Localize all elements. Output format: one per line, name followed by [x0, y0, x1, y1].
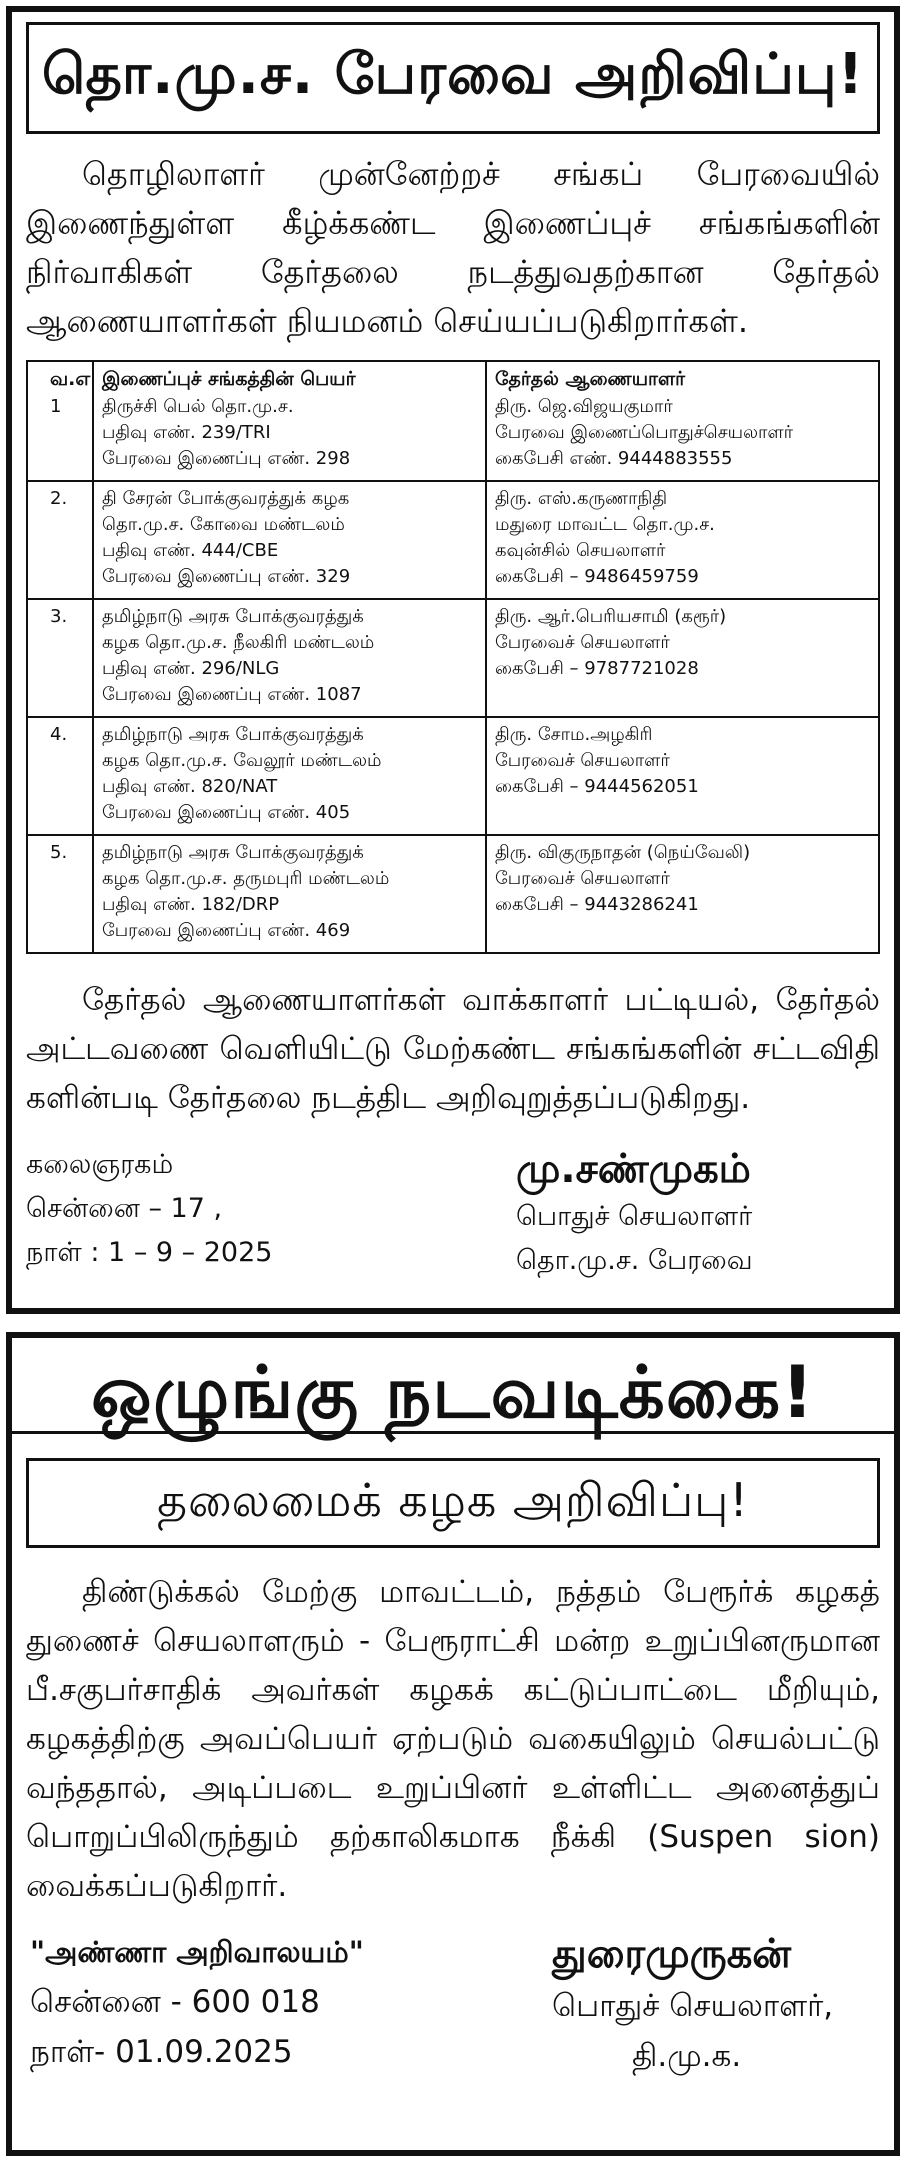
table-header-row — [27, 361, 879, 394]
commissioner-detail-line: பேரவைச் செயலாளர் — [495, 750, 670, 771]
commissioner-detail-line: திரு. விகுருநாதன் (நெய்வேலி) — [495, 842, 751, 863]
notice2-place-date — [30, 1927, 364, 2077]
union-detail-line: தமிழ்நாடு அரசு போக்குவரத்துக் — [102, 724, 364, 745]
commissioner-detail-line: பேரவைச் செயலாளர் — [495, 868, 670, 889]
signer-party: தி.மு.க. — [632, 2038, 742, 2074]
commissioner-detail-line: பேரவைச் செயலாளர் — [495, 632, 670, 653]
table-row — [27, 717, 879, 835]
union-detail-line: பேரவை இணைப்பு எண். 405 — [102, 802, 351, 823]
union-detail-line: பேரவை இணைப்பு எண். 329 — [102, 566, 351, 587]
row-serial: 1 — [27, 394, 93, 481]
union-cell — [93, 599, 486, 717]
commissioner-detail-line: கைபேசி – 9444562051 — [495, 776, 699, 797]
commissioner-detail-line: திரு. எஸ்.கருணாநிதி — [495, 488, 668, 509]
union-detail-line: பதிவு எண். 239/TRI — [102, 422, 271, 443]
row-serial: 5. — [27, 835, 93, 953]
notice1-intro: தொழிலாளர் முன்னேற்றச் சங்கப் பேரவையில் இணைந்துள்ள கீழ்க்கண்ட இணைப்புச் சங்கங்களின் நிர்வாகிகள் தேர்தலை நடத்துவதற்கான தேர்தல் ஆணையாளர்கள் நியமனம் செய்யப்படுகிறார்கள். — [26, 155, 880, 340]
notice1-signer — [516, 1143, 753, 1283]
row-serial: 3. — [27, 599, 93, 717]
union-detail-line: கழக தொ.மு.ச. வேலூர் மண்டலம் — [102, 750, 382, 771]
commissioner-detail-line: கைபேசி – 9486459759 — [495, 566, 699, 587]
notice2-title-band — [12, 1349, 894, 1434]
commissioner-detail-line: திரு. ஆர்.பெரியசாமி (கரூர்) — [495, 606, 727, 627]
union-cell — [93, 717, 486, 835]
union-detail-line: தமிழ்நாடு அரசு போக்குவரத்துக் — [102, 606, 364, 627]
place-city: சென்னை – 17 , — [26, 1193, 223, 1224]
place-city: சென்னை - 600 018 — [30, 1984, 320, 2020]
union-cell — [93, 481, 486, 599]
place-office: "அண்ணா அறிவாலயம்" — [30, 1935, 364, 1969]
union-cell — [93, 835, 486, 953]
union-detail-line: பதிவு எண். 296/NLG — [102, 658, 280, 679]
union-detail-line: தொ.மு.ச. கோவை மண்டலம் — [102, 514, 345, 535]
union-detail-line: கழக தொ.மு.ச. தருமபுரி மண்டலம் — [102, 868, 390, 889]
table-row — [27, 481, 879, 599]
notice2-subtitle-box — [26, 1458, 880, 1548]
union-detail-line: பேரவை இணைப்பு எண். 469 — [102, 920, 351, 941]
commissioner-cell — [486, 717, 879, 835]
election-commissioner-table — [26, 360, 880, 954]
commissioner-cell — [486, 835, 879, 953]
header-serial: வ.எ — [27, 361, 93, 394]
signer-designation: பொதுச் செயலாளர், — [552, 1988, 834, 2024]
table-row — [27, 599, 879, 717]
union-detail-line: திருச்சி பெல் தொ.மு.ச. — [102, 396, 294, 417]
notice2-signer — [552, 1927, 833, 2081]
signer-designation: பொதுச் செயலாளர் — [516, 1201, 753, 1232]
commissioner-cell — [486, 394, 879, 481]
union-detail-line: தமிழ்நாடு அரசு போக்குவரத்துக் — [102, 842, 364, 863]
union-detail-line: பேரவை இணைப்பு எண். 298 — [102, 448, 351, 469]
header-commissioner: தேர்தல் ஆணையாளர் — [486, 361, 879, 394]
union-detail-line: கழக தொ.மு.ச. நீலகிரி மண்டலம் — [102, 632, 375, 653]
notice1-signature-block — [26, 1143, 880, 1303]
notice1-closing: தேர்தல் ஆணையாளர்கள் வாக்காளர் பட்டியல், தேர்தல் அட்டவணை வெளியிட்டு மேற்கண்ட சங்கங்களின் சட்டவிதி களின்படி தேர்தலை நடத்திட அறிவுறுத்தப்படுகிறது. — [26, 982, 880, 1116]
signer-name: துரைமுருகன் — [552, 1931, 792, 1977]
commissioner-detail-line: திரு. ஜெ.விஜயகுமார் — [495, 396, 673, 417]
commissioner-detail-line: கவுன்சில் செயலாளர் — [495, 540, 666, 561]
notice1-title-box — [26, 22, 880, 134]
notice1-place-date — [26, 1143, 272, 1275]
notice-date: நாள் : 1 – 9 – 2025 — [26, 1237, 273, 1268]
commissioner-detail-line: மதுரை மாவட்ட தொ.மு.ச. — [495, 514, 715, 535]
signer-organisation: தொ.மு.ச. பேரவை — [516, 1245, 753, 1276]
notice-disciplinary-action — [6, 1332, 900, 2156]
row-serial: 2. — [27, 481, 93, 599]
notice-date: நாள்- 01.09.2025 — [30, 2034, 293, 2070]
signer-name: மு.சண்முகம் — [516, 1146, 751, 1192]
union-detail-line: பதிவு எண். 820/NAT — [102, 776, 278, 797]
commissioner-detail-line: கைபேசி – 9443286241 — [495, 894, 699, 915]
commissioner-detail-line: கைபேசி எண். 9444883555 — [495, 448, 733, 469]
notice2-signature-block — [26, 1927, 880, 2097]
commissioner-detail-line: திரு. சோம.அழகிரி — [495, 724, 653, 745]
notice2-title: ஒழுங்கு நடவடிக்கை! — [91, 1349, 815, 1434]
table-row — [27, 835, 879, 953]
notice1-title: தொ.மு.ச. பேரவை அறிவிப்பு! — [41, 42, 865, 107]
notice-labour-union — [6, 6, 900, 1314]
commissioner-detail-line: கைபேசி – 9787721028 — [495, 658, 699, 679]
row-serial: 4. — [27, 717, 93, 835]
notice2-body: திண்டுக்கல் மேற்கு மாவட்டம், நத்தம் பேரூர்க் கழகத் துணைச் செயலாளரும் - பேரூராட்சி மன்ற உறுப்பினருமான பீ.சகுபர்சாதிக் அவர்கள் கழகக் கட்டுப்பாட்டை மீறியும், கழகத்திற்கு அவப்பெயர் ஏற்படும் வகையிலும் செயல்பட்டு வந்ததால், அடிப்படை உறுப்பினர் உள்ளிட்ட அனைத்துப் பொறுப்பிலிருந்தும் தற்காலிகமாக நீக்கி (Suspen sion) வைக்கப்படுகிறார். — [26, 1574, 880, 1904]
header-union-name: இணைப்புச் சங்கத்தின் பெயர் — [93, 361, 486, 394]
union-detail-line: பேரவை இணைப்பு எண். 1087 — [102, 684, 362, 705]
commissioner-cell — [486, 599, 879, 717]
place-office: கலைஞரகம் — [26, 1149, 174, 1180]
union-detail-line: தி சேரன் போக்குவரத்துக் கழக — [102, 488, 350, 509]
table-row — [27, 394, 879, 481]
commissioner-cell — [486, 481, 879, 599]
commissioner-detail-line: பேரவை இணைப்பொதுச்செயலாளர் — [495, 422, 794, 443]
union-detail-line: பதிவு எண். 444/CBE — [102, 540, 279, 561]
union-detail-line: பதிவு எண். 182/DRP — [102, 894, 280, 915]
notice2-subtitle: தலைமைக் கழக அறிவிப்பு! — [157, 1472, 749, 1527]
union-cell — [93, 394, 486, 481]
